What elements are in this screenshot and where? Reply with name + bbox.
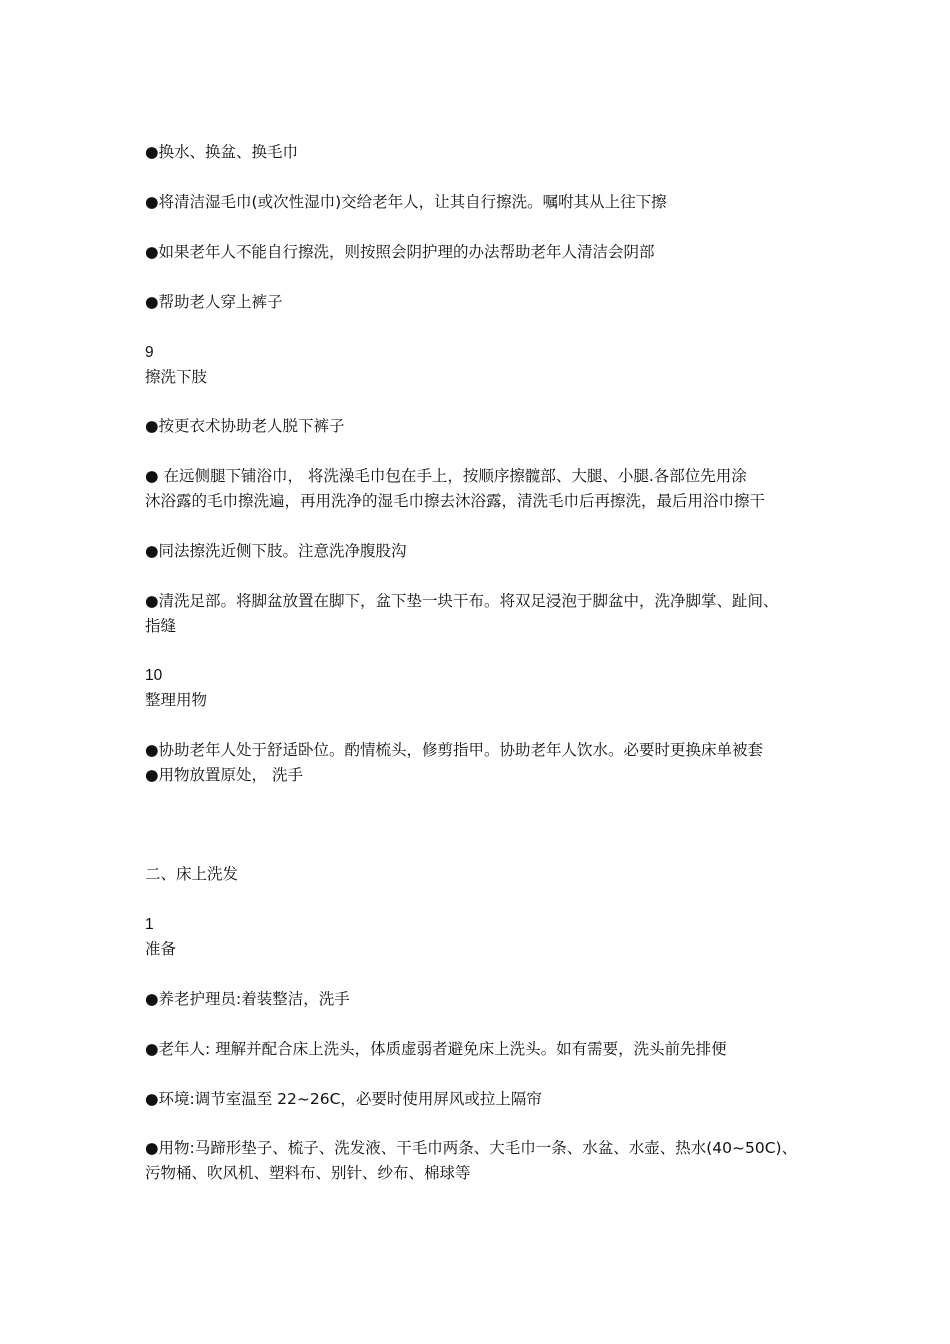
bullet-wash-feet-line2: 指缝 <box>145 617 177 635</box>
bullet-supplies-line1: ●用物:马蹄形垫子、梳子、洗发液、干毛巾两条、大毛巾一条、水盆、水壶、热水(40~50C)、 <box>145 1139 798 1157</box>
bullet-change-water: ●换水、换盆、换毛巾 <box>145 143 299 161</box>
bullet-put-on-pants: ●帮助老人穿上裤子 <box>145 293 283 311</box>
bullet-environment: ●环境:调节室温至 22~26C，必要时使用屏风或拉上隔帘 <box>145 1090 542 1108</box>
step-10-number: 10 <box>145 667 163 684</box>
step-9-title: 擦洗下肢 <box>145 368 208 386</box>
bullet-perineal-care: ●如果老年人不能自行擦洗，则按照会阴护理的办法帮助老年人清洁会阴部 <box>145 243 655 261</box>
bullet-return-items: ●用物放置原处， 洗手 <box>145 766 303 784</box>
section2-step-1-title: 准备 <box>145 940 177 958</box>
bullet-remove-pants: ●按更衣术协助老人脱下裤子 <box>145 417 345 435</box>
bullet-give-towel: ●将清洁湿毛巾(或次性湿巾)交给老年人，让其自行擦洗。嘱咐其从上往下擦 <box>145 193 667 211</box>
bullet-supplies-line2: 污物桶、吹风机、塑料布、别针、纱布、棉球等 <box>145 1164 471 1182</box>
bullet-wash-far-leg-line2: 沐浴露的毛巾擦洗遍，再用洗净的湿毛巾擦去沐浴露，清洗毛巾后再擦洗，最后用浴巾擦干 <box>145 492 766 510</box>
section2-step-1-number: 1 <box>145 916 154 933</box>
section-heading-bed-hair-wash: 二、床上洗发 <box>145 865 239 883</box>
bullet-elderly: ●老年人: 理解并配合床上洗头，体质虚弱者避免床上洗头。如有需要，洗头前先排便 <box>145 1040 727 1058</box>
bullet-wash-far-leg-line1: ● 在远侧腿下铺浴巾， 将洗澡毛巾包在手上，按顺序擦髋部、大腿、小腿.各部位先用涂 <box>145 467 747 485</box>
bullet-caregiver: ●养老护理员:着装整洁，洗手 <box>145 990 350 1008</box>
bullet-wash-near-leg: ●同法擦洗近侧下肢。注意洗净腹股沟 <box>145 542 407 560</box>
step-9-number: 9 <box>145 344 154 361</box>
step-10-title: 整理用物 <box>145 691 208 709</box>
bullet-comfortable-position: ●协助老年人处于舒适卧位。酌情梳头，修剪指甲。协助老年人饮水。必要时更换床单被套 <box>145 741 764 759</box>
bullet-wash-feet-line1: ●清洗足部。将脚盆放置在脚下，盆下垫一块干布。将双足浸泡于脚盆中，洗净脚掌、趾间、 <box>145 592 779 610</box>
